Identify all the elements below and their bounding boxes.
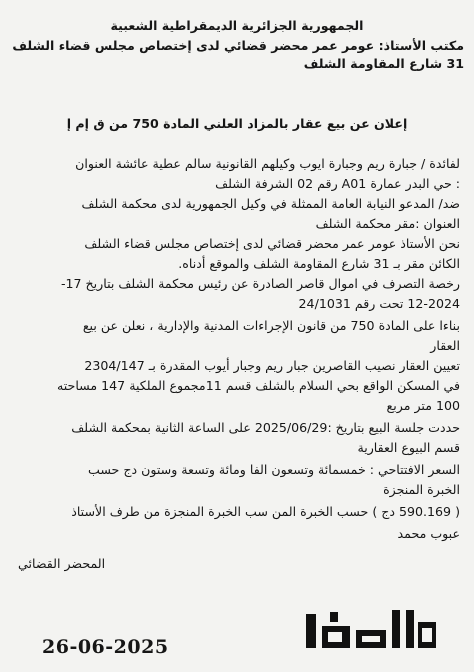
body-line: حددت جلسة البيع بتاريخ :2025/06/29 على الساعة الثانية بمحكمة الشلف bbox=[71, 420, 460, 435]
body-line: الخبرة المنجزة bbox=[383, 482, 460, 497]
office-address: 31 شارع المقاومة الشلف bbox=[303, 56, 464, 71]
office-header: مكتب الأستاذ: عومر عمر محضر قضائي لدى إختصاص مجلس قضاء الشلف bbox=[12, 38, 464, 53]
body-line: ( 590.169 دج ) حسب الخبرة المن سب الخبرة المنجزة من طرف الأستاذ bbox=[71, 504, 460, 519]
republic-header: الجمهورية الجزائرية الديمقراطية الشعبية bbox=[110, 18, 364, 33]
body-line: في المسكن الواقع بحي السلام بالشلف قسم 11مجموع الملكية 147 مساحته bbox=[56, 378, 460, 393]
body-line: عبوب محمد bbox=[397, 526, 460, 541]
notice-title: إعلان عن بيع عقار بالمزاد العلني المادة 750 من ق إم إ bbox=[66, 116, 408, 131]
body-line: 12-2024 تحت رقم 24/1031 bbox=[298, 296, 460, 311]
body-line: رخصة التصرف في اموال قاصر الصادرة عن رئيس محكمة الشلف بتاريخ 17- bbox=[60, 276, 460, 291]
body-line: العنوان :مقر محكمة الشلف bbox=[315, 216, 460, 231]
signature-label: المحضر القضائي bbox=[18, 556, 106, 571]
body-line: قسم البيوع العقارية bbox=[357, 440, 460, 455]
body-line: الكائن مقر بـ 31 شارع المقاومة الشلف والموقع أدناه. bbox=[178, 256, 460, 271]
newspaper-logo bbox=[300, 606, 440, 654]
body-line: نحن الأستاذ عومر عمر محضر قضائي لدى إختصاص مجلس قضاء الشلف bbox=[84, 236, 460, 251]
body-line: بناءا على المادة 750 من قانون الإجراءات المدنية والإدارية ، نعلن عن بيع bbox=[82, 318, 460, 333]
body-line: العقار bbox=[430, 338, 460, 353]
body-line: ضد/ المدعو النيابة العامة الممثلة في وكيل الجمهورية لدى محكمة الشلف bbox=[81, 196, 460, 211]
body-line: : حي البدر عمارة A01 رقم 02 الشرفة الشلف bbox=[215, 176, 460, 191]
body-line: السعر الافتتاحي : خمسمائة وتسعون الفا ومائة وتسعة وستون دج حسب bbox=[87, 462, 460, 477]
body-line: تعيين العقار نصيب القاصرين جبار ريم وجبار أيوب المقدرة بـ 2304/147 bbox=[84, 358, 460, 373]
body-line: لفائدة / جبارة ريم وجبارة ايوب وكيلهم القانونية سالم عطية عائشة العنوان bbox=[75, 156, 460, 171]
body-line: 100 متر مربع bbox=[386, 398, 460, 413]
publication-date: 26-06-2025 bbox=[42, 636, 169, 658]
